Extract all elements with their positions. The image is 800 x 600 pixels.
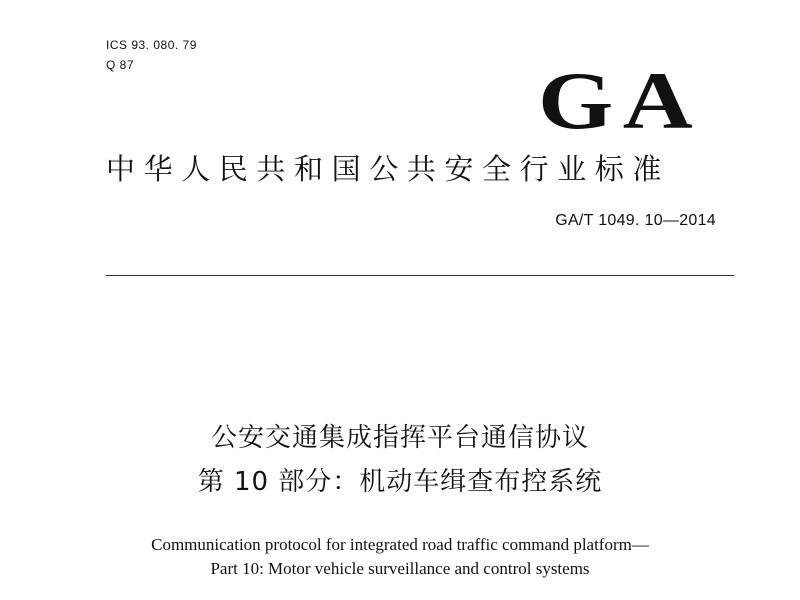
title-chinese-line-1: 公安交通集成指挥平台通信协议: [210, 423, 589, 453]
title-english-line-1: Communication protocol for integrated road traffic command platform—: [151, 535, 649, 554]
ga-logo: GA: [538, 55, 703, 146]
standard-number: GA/T 1049. 10—2014: [555, 212, 716, 229]
ccs-code: Q 87: [106, 58, 135, 72]
title-chinese-line-2: 第 10 部分：机动车缉查布控系统: [197, 467, 603, 497]
header-divider: [106, 275, 734, 276]
title-english-line-2: Part 10: Motor vehicle surveillance and control systems: [210, 559, 590, 578]
standard-type-heading: 中华人民共和国公共安全行业标准: [106, 152, 671, 186]
ics-code: ICS 93. 080. 79: [106, 38, 197, 52]
